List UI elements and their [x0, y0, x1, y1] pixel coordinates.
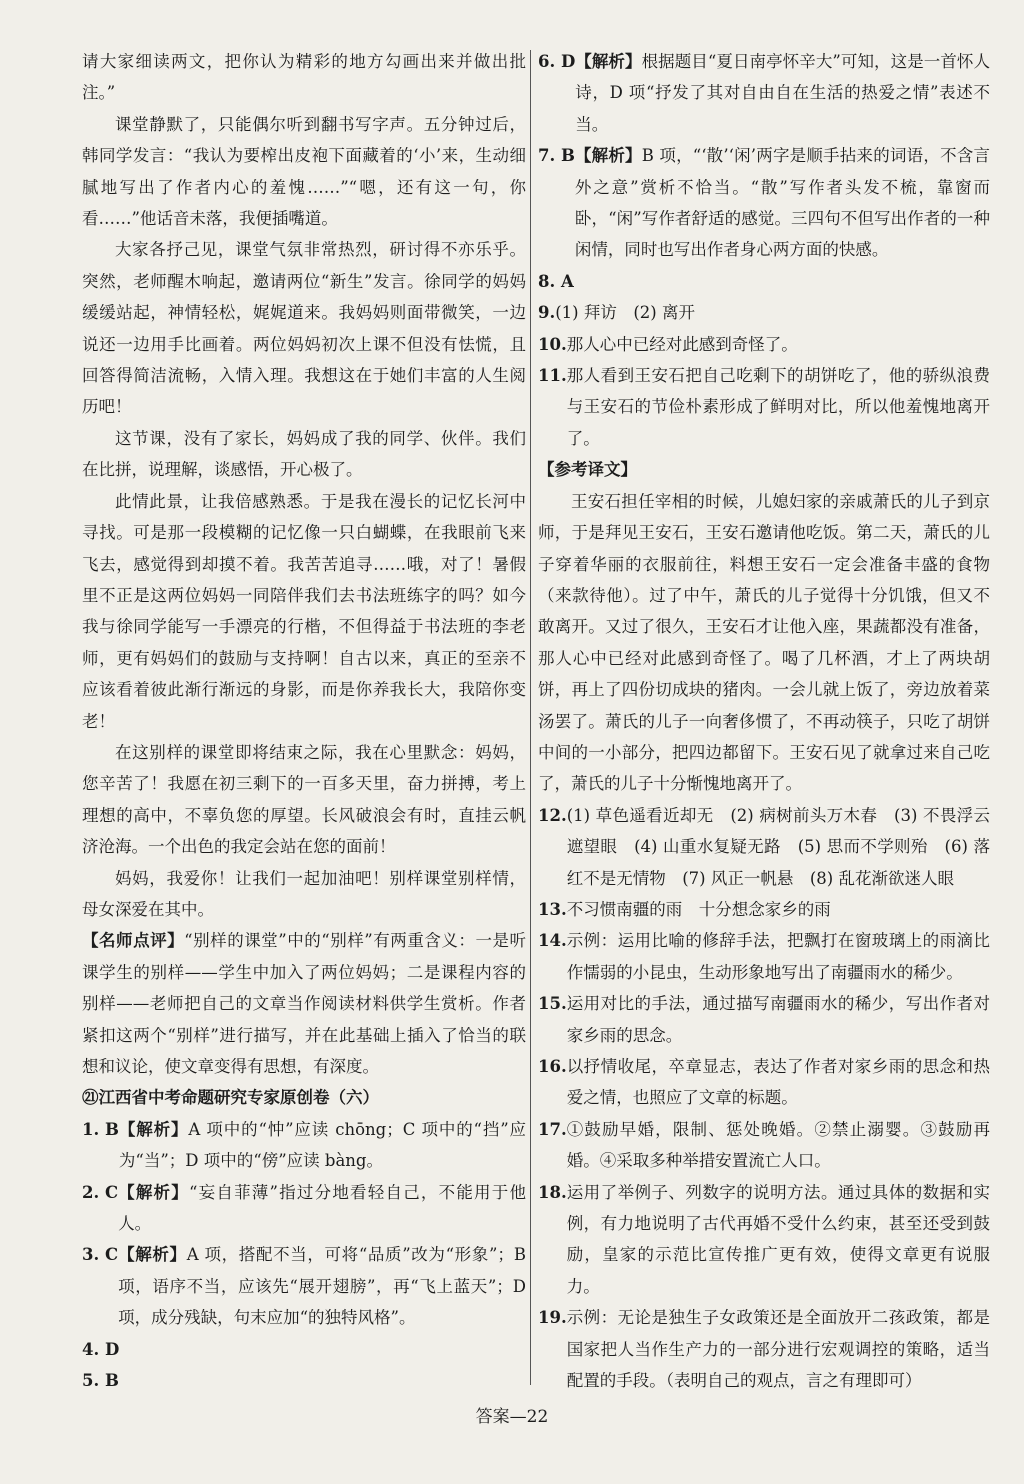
essay-paragraph: 大家各抒己见，课堂气氛非常热烈，研讨得不亦乐乎。突然，老师醒木响起，邀请两位“新生”发言。徐同学的妈妈缓缓站起，神情轻松，娓娓道来。我妈妈则面带微笑，一边说还一边用手比画着。两位妈妈初次上课不但没有怯慌，且回答得简洁流畅，入情入理。我想这在于她们丰富的人生阅历吧！ — [82, 240, 526, 417]
answer-text: 示例：运用比喻的修辞手法，把飘打在窗玻璃上的雨滴比作懦弱的小昆虫，生动形象地写出了南疆雨水的稀少。 — [566, 931, 990, 982]
answer-text: (1) 草色遥看近却无 (2) 病树前头万木春 (3) 不畏浮云遮望眼 (4) 山重水复疑无路 (5) 思而不学则殆 (6) 落红不是无情物 (7) 风正一帆悬 (8) 乱花渐欲迷人眼 — [566, 805, 990, 888]
answer-text: A 项，搭配不当，可将“品质”改为“形象”；B 项，语序不当，应该先“展开翅膀”，再“飞上蓝天”；D 项，成分残缺，句末应加“的独特风格”。 — [118, 1245, 527, 1328]
answer-number: 12. — [538, 805, 567, 825]
answer-item — [82, 1114, 526, 1177]
answer-item — [82, 1177, 526, 1240]
answer-text: 根据题目“夏日南亭怀辛大”可知，这是一首怀人诗，D 项“抒发了其对自由自在生活的热爱之情”表述不当。 — [575, 52, 990, 134]
analysis-tag: 【解析】 — [118, 1119, 189, 1139]
answer-text: ①鼓励早婚，限制、惩处晚婚。②禁止溺婴。③鼓励再婚。④采取多种举措安置流亡人口。 — [566, 1119, 990, 1171]
essay-paragraph: 请大家细读两文，把你认为精彩的地方勾画出来并做出批注。” — [82, 52, 526, 103]
answer-item — [82, 1334, 526, 1365]
answer-body — [567, 988, 990, 1051]
answer-number: 5. B — [82, 1371, 119, 1391]
answer-item — [538, 925, 990, 988]
answer-text: B 项，“‘散’‘闲’两字是顺手拈来的词语，不含言外之意”赏析不恰当。“散”写作者头发不梳，靠窗而卧，“闲”写作者舒适的感觉。三四句不但写出作者的一种闲情，同时也写出作者身心两方面的快感。 — [574, 146, 991, 260]
answer-number: 18. — [538, 1182, 567, 1202]
answer-item — [538, 1302, 990, 1396]
answer-number: 14. — [538, 931, 567, 951]
answer-body — [567, 1051, 990, 1114]
analysis-tag: 【解析】 — [118, 1245, 187, 1265]
answer-item — [538, 1051, 990, 1114]
answer-body — [567, 894, 990, 925]
page-number: 答案—22 — [475, 1407, 549, 1427]
essay-paragraph: 此情此景，让我倍感熟悉。于是我在漫长的记忆长河中寻找。可是那一段模糊的记忆像一只白蝴蝶，在我眼前飞来飞去，感觉得到却摸不着。我苦苦追寻……哦，对了！暑假里不正是这两位妈妈一同陪伴我们去书法班练字的吗？如今我与徐同学能写一手漂亮的行楷，不但得益于书法班的李老师，更有妈妈们的鼓励与支持啊！自古以来，真正的至亲不应该看着彼此渐行渐远的身影，而是你养我长大，我陪你变老！ — [82, 491, 526, 731]
answer-body — [567, 329, 990, 360]
answer-number: 13. — [538, 899, 567, 919]
answer-item — [538, 1177, 990, 1303]
answer-number: 11. — [538, 366, 567, 386]
answer-item — [538, 329, 990, 360]
answer-body — [567, 1302, 990, 1396]
answer-body — [575, 140, 990, 266]
answer-text: 那人看到王安石把自己吃剩下的胡饼吃了，他的骄纵浪费与王安石的节俭朴素形成了鲜明对比，所以他羞愧地离开了。 — [566, 366, 990, 448]
answer-list — [82, 1114, 526, 1397]
answer-body — [119, 1114, 526, 1177]
answer-text: 运用对比的手法，通过描写南疆雨水的稀少，写出作者对家乡雨的思念。 — [566, 994, 990, 1045]
answer-text: A 项中的“忡”应读 chōng；C 项中的“挡”应为“当”；D 项中的“傍”应读 bàng。 — [118, 1119, 527, 1171]
answer-body — [555, 297, 990, 328]
answer-body — [567, 925, 990, 988]
answer-number: 10. — [538, 334, 567, 354]
answer-item — [538, 800, 990, 894]
teacher-comment — [82, 925, 526, 1082]
section-title: ㉑江西省中考命题研究专家原创卷（六） — [82, 1088, 379, 1108]
answer-item — [538, 894, 990, 925]
answer-item — [538, 360, 990, 454]
answer-number: 19. — [538, 1308, 567, 1328]
column-divider — [530, 50, 531, 1385]
answer-body — [575, 46, 990, 140]
left-column — [82, 46, 526, 1396]
answer-text: 示例：无论是独生子女政策还是全面放开二孩政策，都是国家把人当作生产力的一部分进行宏观调控的策略，适当配置的手段。（表明自己的观点，言之有理即可） — [566, 1308, 990, 1391]
answer-item — [538, 988, 990, 1051]
answer-text: 那人心中已经对此感到奇怪了。 — [566, 334, 798, 354]
answer-text: 运用了举例子、列数字的说明方法。通过具体的数据和实例，有力地说明了古代再婚不受什么约束，甚至还受到鼓励，皇家的示范比宣传推广更有效，使得文章更有说服力。 — [566, 1182, 990, 1296]
answer-item — [538, 266, 990, 297]
answer-number: 16. — [538, 1057, 567, 1076]
answer-text: 不习惯南疆的雨 十分想念家乡的雨 — [566, 899, 831, 919]
answer-item — [538, 1114, 990, 1177]
answer-text: “妄自菲薄”指过分地看轻自己，不能用于他人。 — [118, 1182, 526, 1234]
answer-number: 17. — [538, 1119, 567, 1139]
answer-body — [567, 800, 990, 894]
answer-number: 4. D — [82, 1339, 120, 1359]
answer-number: 7. B — [538, 146, 575, 166]
analysis-tag: 【解析】 — [118, 1182, 189, 1202]
essay-paragraph: 课堂静默了，只能偶尔听到翻书写字声。五分钟过后，韩同学发言：“我认为要榨出皮袍下面藏着的‘小’来，生动细腻地写出了作者内心的羞愧……”“嗯，还有这一句，你看……”他话音未落，我便插嘴道。 — [82, 114, 526, 229]
answer-list — [538, 46, 990, 454]
answer-number: 9. — [538, 303, 556, 323]
comment-text: “别样的课堂”中的“别样”有两重含义：一是听课学生的别样——学生中加入了两位妈妈；二是课程内容的别样——老师把自己的文章当作阅读材料供学生赏析。作者紧扣这两个“别样”进行描写，并在此基础上插入了恰当的联想和议论，使文章变得有思想，有深度。 — [82, 931, 526, 1076]
analysis-tag: 【解析】 — [575, 52, 642, 71]
answer-number: 8. A — [538, 271, 574, 291]
answer-number: 1. B — [82, 1119, 119, 1139]
right-column — [538, 46, 990, 1396]
answer-body — [118, 1177, 526, 1240]
answer-body — [567, 360, 990, 454]
answer-item — [538, 297, 990, 328]
essay-paragraph: 妈妈，我爱你！让我们一起加油吧！别样课堂别样情，母女深爱在其中。 — [82, 868, 526, 919]
answer-body — [567, 1177, 990, 1303]
answer-number: 15. — [538, 994, 567, 1014]
answer-item — [82, 1239, 526, 1333]
answer-list — [538, 800, 990, 1397]
answer-number: 6. D — [538, 52, 576, 71]
answer-item — [82, 1365, 526, 1396]
reference-translation-tag: 【参考译文】 — [538, 460, 637, 480]
analysis-tag: 【解析】 — [574, 146, 642, 166]
comment-tag: 【名师点评】 — [82, 931, 185, 951]
answer-number: 3. C — [82, 1245, 119, 1265]
essay-paragraph: 这节课，没有了家长，妈妈成了我的同学、伙伴。我们在比拼，说理解，谈感悟，开心极了。 — [82, 428, 526, 480]
answer-body — [567, 1114, 990, 1177]
answer-text: 以抒情收尾，卒章显志，表达了作者对家乡雨的思念和热爱之情，也照应了文章的标题。 — [566, 1057, 990, 1108]
reference-translation: 王安石担任宰相的时候，儿媳妇家的亲戚萧氏的儿子到京师，于是拜见王安石，王安石邀请他吃饭。第二天，萧氏的儿子穿着华丽的衣服前往，料想王安石一定会准备丰盛的食物（来款待他）。过了中午，萧氏的儿子觉得十分饥饿，但又不敢离开。又过了很久，王安石才让他入座，果蔬都没有准备，那人心中已经对此感到奇怪了。喝了几杯酒，才上了两块胡饼，再上了四份切成块的猪肉。一会儿就上饭了，旁边放着菜汤罢了。萧氏的儿子一向奢侈惯了，不再动筷子，只吃了胡饼中间的一小部分，把四边都留下。王安石见了就拿过来自己吃了，萧氏的儿子十分惭愧地离开了。 — [538, 491, 990, 794]
answer-text: (1) 拜访 (2) 离开 — [555, 303, 695, 323]
answer-item — [538, 140, 990, 266]
answer-number: 2. C — [82, 1182, 119, 1202]
essay-paragraph: 在这别样的课堂即将结束之际，我在心里默念：妈妈，您辛苦了！我愿在初三剩下的一百多天里，奋力拼搏，考上理想的高中，不辜负您的厚望。长风破浪会有时，直挂云帆济沧海。一个出色的我定会站在您的面前！ — [82, 742, 526, 857]
answer-body — [118, 1239, 526, 1333]
answer-item — [538, 46, 990, 140]
